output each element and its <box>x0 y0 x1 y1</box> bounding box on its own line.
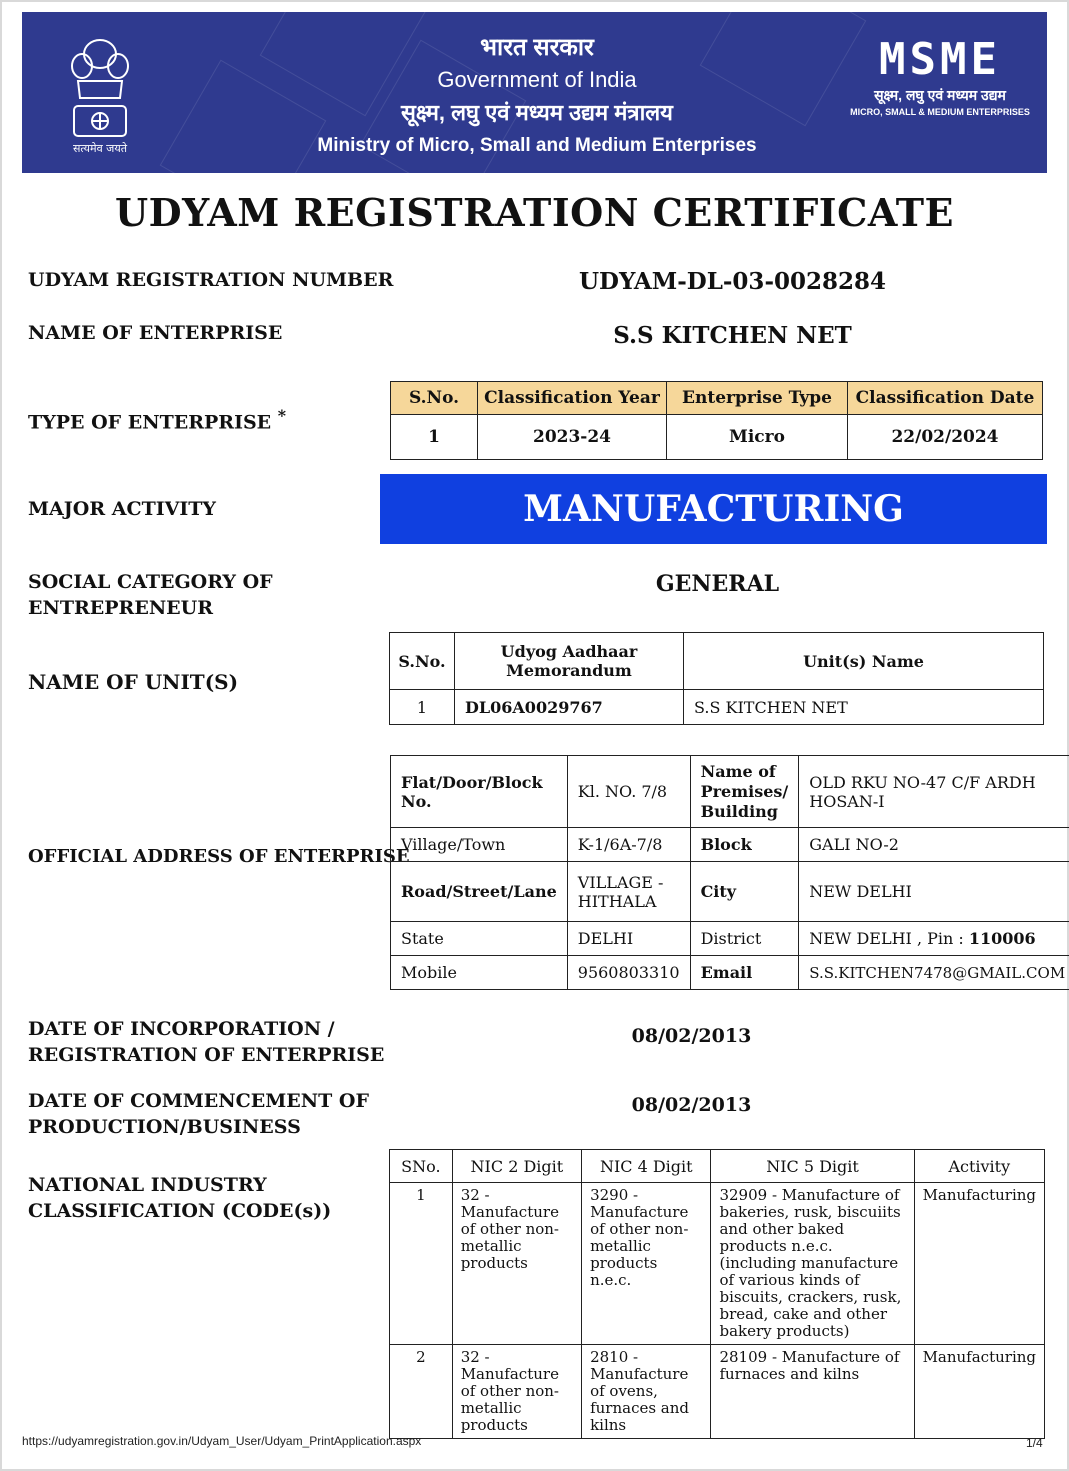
header-banner <box>22 12 1047 173</box>
reg-number: UDYAM-DL-03-0028284 <box>578 268 887 295</box>
nic-th-sno: SNo. <box>390 1150 453 1183</box>
certificate-title: UDYAM REGISTRATION CERTIFICATE <box>115 190 954 235</box>
unit-table-header <box>390 633 1044 690</box>
type-label <box>28 403 286 435</box>
type-th-year: Classification Year <box>478 382 667 415</box>
nic-table-header <box>390 1150 1045 1183</box>
commencement-label <box>28 1088 369 1140</box>
hindi-ministry: सूक्ष्म, लघु एवं मध्यम उद्यम मंत्रालय <box>401 100 673 125</box>
table-row <box>390 1183 1045 1345</box>
addr-mobile-label: Mobile <box>391 956 568 990</box>
major-activity-label: MAJOR ACTIVITY <box>28 498 216 520</box>
addr-premises: OLD RKU NO-47 C/F ARDH HOSAN-I <box>799 756 1069 828</box>
enterprise-name-label: NAME OF ENTERPRISE <box>28 322 283 344</box>
nic-r2-sno: 2 <box>390 1345 453 1439</box>
type-th-date: Classification Date <box>848 382 1043 415</box>
type-th-type: Enterprise Type <box>667 382 848 415</box>
english-title: Government of India <box>437 67 637 92</box>
type-table-header <box>391 382 1043 415</box>
nic-th-4digit: NIC 4 Digit <box>582 1150 711 1183</box>
nic-label <box>28 1172 331 1224</box>
addr-district-text: NEW DELHI , Pin : <box>809 929 964 948</box>
footer-url: https://udyamregistration.gov.in/Udyam_User/Udyam_PrintApplication.aspx <box>22 1434 422 1448</box>
type-sno: 1 <box>391 415 478 460</box>
nic-label-line2: CLASSIFICATION (CODE(s)) <box>28 1200 332 1222</box>
addr-district <box>799 922 1069 956</box>
type-enterprise-type: Micro <box>667 415 848 460</box>
addr-flat-label: Flat/Door/Block No. <box>391 756 568 828</box>
commencement-label-line1: DATE OF COMMENCEMENT OF <box>28 1090 369 1112</box>
addr-road-label: Road/Street/Lane <box>391 862 568 922</box>
table-row <box>391 862 1069 922</box>
address-table <box>390 755 1069 990</box>
type-label-text: TYPE OF ENTERPRISE <box>28 411 272 434</box>
msme-hindi: सूक्ष्म, लघु एवं मध्यम उद्यम <box>874 87 1006 103</box>
table-row <box>390 1345 1045 1439</box>
addr-road: VILLAGE - HITHALA <box>567 862 690 922</box>
unit-th-sno: S.No. <box>390 633 455 690</box>
commencement-date: 08/02/2013 <box>631 1094 752 1116</box>
addr-district-label: District <box>690 922 799 956</box>
addr-flat: Kl. NO. 7/8 <box>567 756 690 828</box>
nic-r1-4digit: 3290 - Manufacture of other non-metallic products n.e.c. <box>582 1183 711 1345</box>
msme-logo-text: MSME <box>879 34 1001 85</box>
hindi-title: भारत सरकार <box>480 34 594 61</box>
nic-r2-4digit: 2810 - Manufacture of ovens, furnaces and kilns <box>582 1345 711 1439</box>
header-title-block <box>272 32 802 162</box>
table-row <box>391 956 1069 990</box>
incorporation-label-line2: REGISTRATION OF ENTERPRISE <box>28 1044 385 1066</box>
type-date: 22/02/2024 <box>848 415 1043 460</box>
nic-r1-2digit: 32 - Manufacture of other non-metallic products <box>452 1183 581 1345</box>
msme-logo <box>850 34 1030 117</box>
nic-r1-sno: 1 <box>390 1183 453 1345</box>
social-category: GENERAL <box>655 571 780 597</box>
table-row <box>391 922 1069 956</box>
nic-r2-2digit: 32 - Manufacture of other non-metallic products <box>452 1345 581 1439</box>
nic-th-activity: Activity <box>914 1150 1044 1183</box>
english-ministry: Ministry of Micro, Small and Medium Enterprises <box>317 135 757 156</box>
unit-sno: 1 <box>390 690 455 725</box>
unit-name-label: NAME OF UNIT(S) <box>28 670 239 694</box>
commencement-label-line2: PRODUCTION/BUSINESS <box>28 1116 301 1138</box>
type-table <box>390 381 1043 460</box>
nic-r1-5digit: 32909 - Manufacture of bakeries, rusk, biscuiits and other baked products n.e.c. (including manufacture of various kinds of biscuits, crackers, rusk, bread, cake and other bakery products) <box>711 1183 914 1345</box>
major-activity-value: MANUFACTURING <box>380 474 1047 544</box>
nic-r2-activity: Manufacturing <box>914 1345 1044 1439</box>
address-label: OFFICIAL ADDRESS OF ENTERPRISE <box>28 846 410 867</box>
nic-th-2digit: NIC 2 Digit <box>452 1150 581 1183</box>
addr-state-label: State <box>391 922 568 956</box>
table-row <box>391 828 1069 862</box>
nic-r2-5digit: 28109 - Manufacture of furnaces and kilns <box>711 1345 914 1439</box>
table-row <box>390 690 1044 725</box>
incorporation-label <box>28 1016 384 1068</box>
type-th-sno: S.No. <box>391 382 478 415</box>
emblem-motto: सत्यमेव जयते <box>72 142 128 155</box>
addr-block-label: Block <box>690 828 799 862</box>
unit-table <box>389 632 1044 725</box>
social-category-label-line2: ENTREPRENEUR <box>28 597 214 619</box>
type-label-star: * <box>277 406 287 425</box>
addr-pin: 110006 <box>968 929 1036 948</box>
nic-table <box>389 1149 1045 1439</box>
incorporation-date: 08/02/2013 <box>631 1025 752 1047</box>
unit-name: S.S KITCHEN NET <box>684 690 1044 725</box>
unit-uam: DL06A0029767 <box>455 690 684 725</box>
addr-email: S.S.KITCHEN7478@GMAIL.COM <box>799 956 1069 990</box>
addr-state: DELHI <box>567 922 690 956</box>
reg-number-label: UDYAM REGISTRATION NUMBER <box>28 269 394 291</box>
unit-th-uam: Udyog Aadhaar Memorandum <box>455 633 684 690</box>
enterprise-name: S.S KITCHEN NET <box>613 322 852 349</box>
table-row <box>391 756 1069 828</box>
social-category-label <box>28 569 273 621</box>
unit-th-name: Unit(s) Name <box>684 633 1044 690</box>
nic-label-line1: NATIONAL INDUSTRY <box>28 1174 267 1196</box>
addr-email-label: Email <box>690 956 799 990</box>
addr-city-label: City <box>690 862 799 922</box>
msme-english: MICRO, SMALL & MEDIUM ENTERPRISES <box>850 107 1030 117</box>
addr-premises-label: Name of Premises/ Building <box>690 756 799 828</box>
nic-th-5digit: NIC 5 Digit <box>711 1150 914 1183</box>
addr-block: GALI NO-2 <box>799 828 1069 862</box>
addr-village-label: Village/Town <box>391 828 568 862</box>
addr-village: K-1/6A-7/8 <box>567 828 690 862</box>
social-category-label-line1: SOCIAL CATEGORY OF <box>28 571 273 593</box>
addr-city: NEW DELHI <box>799 862 1069 922</box>
table-row <box>391 415 1043 460</box>
incorporation-label-line1: DATE OF INCORPORATION / <box>28 1018 335 1040</box>
type-year: 2023-24 <box>478 415 667 460</box>
nic-r1-activity: Manufacturing <box>914 1183 1044 1345</box>
page-number: 1/4 <box>1026 1436 1043 1450</box>
national-emblem-icon <box>60 26 140 156</box>
addr-mobile: 9560803310 <box>567 956 690 990</box>
